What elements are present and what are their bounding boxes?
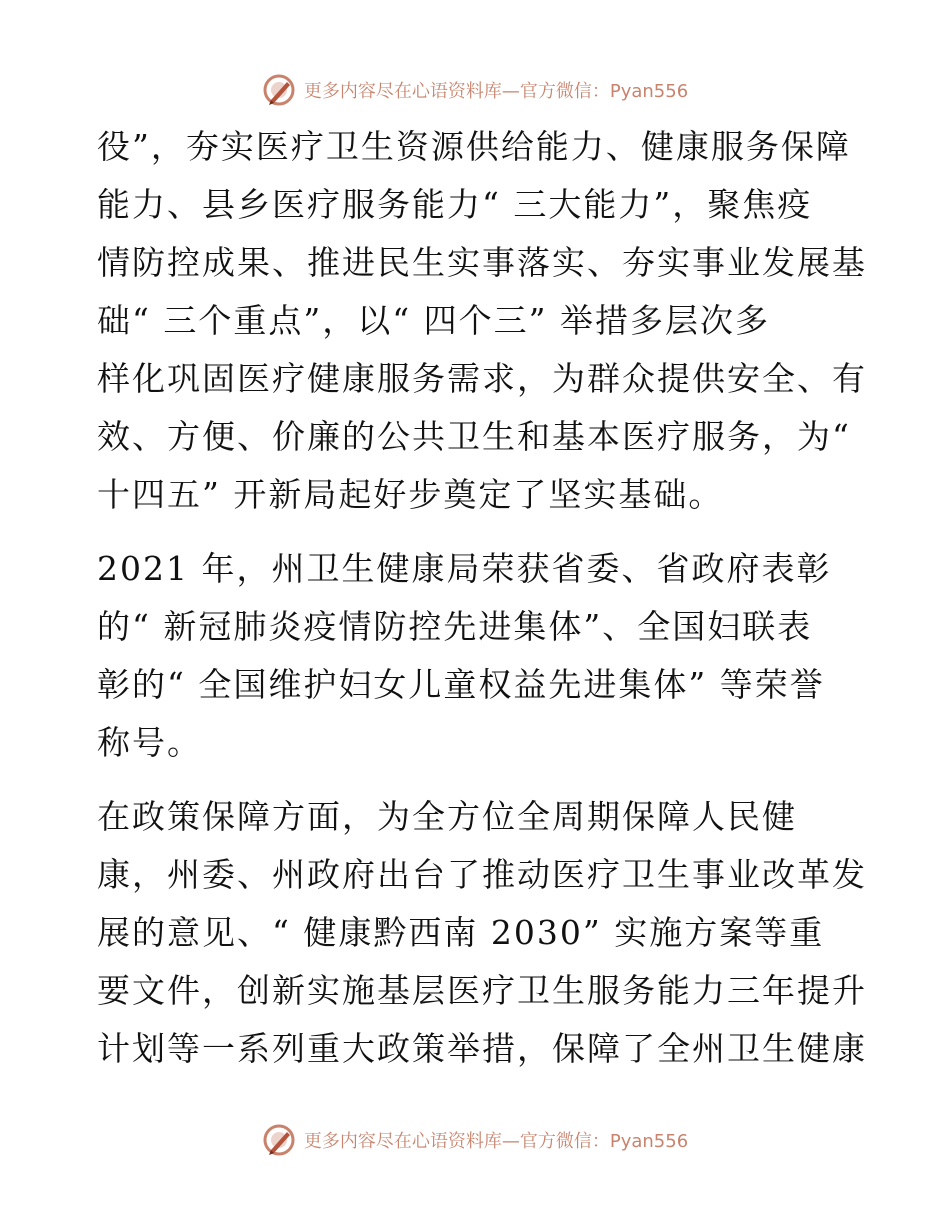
text-line: 称号。 (97, 723, 202, 762)
text-line: 康，州委、州政府出台了推动医疗卫生事业改革发 (97, 855, 867, 894)
text-line: 情防控成果、推进民生实事落实、夯实事业发展基 (97, 243, 867, 282)
watermark-text: 更多内容尽在心语资料库—官方微信：Pyan556 (303, 1131, 689, 1152)
text-line: 的“ 新冠肺炎疫情防控先进集体”、全国妇联表 (97, 607, 813, 646)
text-line: 十四五” 开新局起好步奠定了坚实基础。 (97, 475, 724, 514)
watermark-text: 更多内容尽在心语资料库—官方微信：Pyan556 (303, 81, 689, 102)
text-line: 能力、县乡医疗服务能力“ 三大能力”，聚焦疫 (97, 185, 813, 224)
pen-logo-icon (262, 1123, 296, 1157)
paragraph-gap (97, 772, 857, 788)
pen-logo-icon (262, 73, 296, 107)
text-line: 样化巩固医疗健康服务需求，为群众提供安全、有 (97, 359, 867, 398)
text-line: 役”，夯实医疗卫生资源供给能力、健康服务保障 (97, 127, 851, 166)
text-line: 效、方便、价廉的公共卫生和基本医疗服务，为“ (97, 417, 851, 456)
text-line: 在政策保障方面，为全方位全周期保障人民健 (97, 797, 797, 836)
paragraph-1 (97, 118, 867, 524)
text-line: 计划等一系列重大政策举措，保障了全州卫生健康 (97, 1029, 867, 1068)
document-body (97, 118, 867, 1078)
header-watermark (0, 70, 950, 110)
text-line: 彰的“ 全国维护妇女儿童权益先进集体” 等荣誉 (97, 665, 825, 704)
text-line: 础“ 三个重点”，以“ 四个三” 举措多层次多 (97, 301, 770, 340)
footer-watermark (0, 1120, 950, 1160)
text-line: 要文件，创新实施基层医疗卫生服务能力三年提升 (97, 971, 867, 1010)
paragraph-2 (97, 540, 857, 772)
text-line: 2021 年，州卫生健康局荣获省委、省政府表彰 (97, 549, 832, 588)
paragraph-gap (97, 524, 857, 540)
text-line: 展的意见、“ 健康黔西南 2030” 实施方案等重 (97, 913, 825, 952)
paragraph-3 (97, 788, 867, 1078)
